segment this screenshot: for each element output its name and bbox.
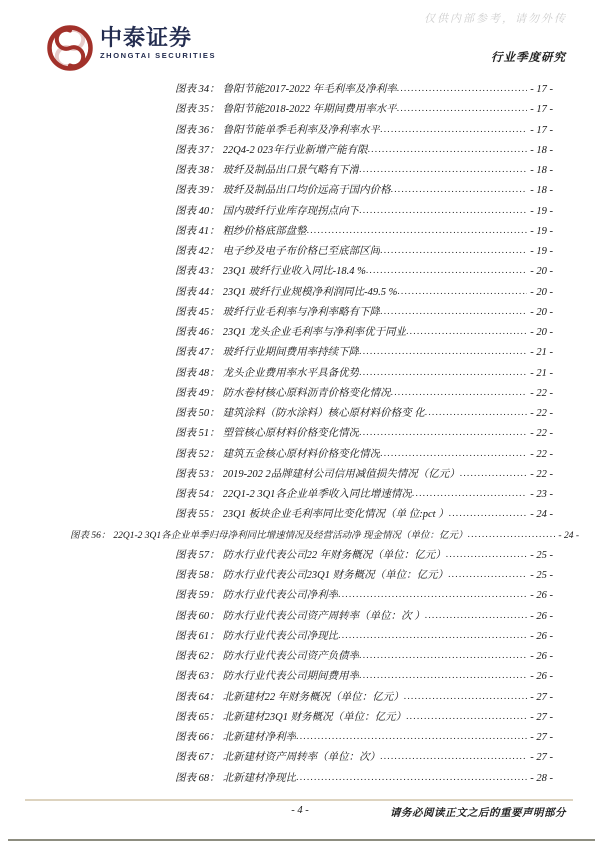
- figure-title: 防水行业代表公司23Q1 财务概况（单位：亿元）: [222, 570, 449, 581]
- dot-leader: [359, 206, 527, 216]
- figure-title: 玻纤及制品出口景气略有下滑: [222, 165, 360, 176]
- figure-label: 图表 58：: [175, 570, 220, 581]
- figure-title: 防水行业代表公司期间费用率: [222, 671, 360, 683]
- figure-label: 图表 64：: [175, 691, 220, 703]
- figure-label: 图表 42：: [175, 246, 220, 257]
- figure-title: 防水行业代表公司净现比: [222, 630, 339, 642]
- figure-title: 22Q1-2 3Q1各企业单季收入同比增速情况: [222, 489, 412, 500]
- dot-leader: [397, 104, 528, 114]
- figure-label: 图表 48：: [175, 367, 220, 379]
- figure-title: 北新建材23Q1 财务概况（单位：亿元）: [222, 711, 407, 723]
- toc-entry[interactable]: [0, 425, 600, 445]
- figure-title: 粗纱价格底部盘整: [222, 225, 307, 237]
- figure-page-number: - 24 -: [530, 509, 553, 521]
- dot-leader: [425, 611, 528, 621]
- dot-leader: [380, 125, 527, 135]
- figure-label: 图表 44：: [175, 286, 220, 298]
- figure-label: 图表 67：: [175, 752, 220, 764]
- figure-page-number: - 18 -: [530, 165, 553, 176]
- dot-leader: [446, 550, 528, 560]
- dot-leader: [406, 712, 527, 722]
- figure-label: 图表 62：: [175, 651, 220, 662]
- figure-title: 玻纤行业毛利率与净利率略有下降: [222, 306, 381, 318]
- dot-leader: [296, 773, 527, 783]
- figure-label: 图表 63：: [175, 671, 220, 683]
- figure-page-number: - 27 -: [530, 691, 553, 703]
- toc-entry[interactable]: [0, 365, 600, 385]
- figure-page-number: - 17 -: [530, 124, 553, 136]
- figure-title: 北新建材净利率: [222, 732, 297, 743]
- zhongtai-logo: [47, 25, 216, 71]
- figure-label: 图表 57：: [175, 549, 220, 561]
- toc-entry[interactable]: [0, 506, 600, 526]
- toc-entry[interactable]: [0, 486, 600, 506]
- figure-page-number: - 20 -: [530, 306, 553, 318]
- toc-entry[interactable]: [0, 203, 600, 223]
- dot-leader: [359, 368, 527, 378]
- figure-title: 北新建材22 年财务概况（单位：亿元）: [222, 691, 404, 703]
- dot-leader: [448, 570, 527, 580]
- toc-entry[interactable]: [0, 142, 600, 162]
- logo-text-block: [100, 26, 216, 60]
- toc-entry[interactable]: [0, 608, 600, 628]
- dot-leader: [425, 408, 528, 418]
- footer-divider: [25, 799, 573, 801]
- figure-page-number: - 26 -: [530, 630, 553, 642]
- figure-label: 图表 37：: [175, 144, 220, 156]
- figure-label: 图表 56：: [70, 530, 111, 541]
- dot-leader: [359, 347, 527, 357]
- figure-label: 图表 53：: [175, 468, 220, 480]
- figure-page-number: - 25 -: [530, 570, 553, 581]
- dot-leader: [368, 145, 528, 155]
- toc-entry[interactable]: [0, 709, 600, 729]
- figure-page-number: - 26 -: [530, 610, 553, 622]
- report-type-label: 行业季度研究: [491, 52, 566, 64]
- figure-page-number: - 18 -: [530, 144, 553, 156]
- toc-entry[interactable]: [0, 648, 600, 668]
- dot-leader: [380, 246, 527, 256]
- figure-label: 图表 35：: [175, 104, 220, 116]
- figure-page-number: - 22 -: [530, 387, 553, 399]
- dot-leader: [359, 671, 527, 681]
- dot-leader: [380, 307, 527, 317]
- figure-title: 龙头企业费用率水平具备优势: [222, 367, 360, 379]
- toc-entry[interactable]: [0, 162, 600, 182]
- figure-title: 22Q1-2 3Q1各企业单季归母净利同比增速情况及经营活动净 现金情况（单位：亿元）: [113, 530, 468, 541]
- toc-entry[interactable]: [0, 385, 600, 405]
- figure-label: 图表 66：: [175, 732, 220, 743]
- dot-leader: [391, 388, 528, 398]
- zhongtai-logo-icon: [47, 25, 93, 71]
- toc-entry[interactable]: [0, 547, 600, 567]
- figure-label: 图表 38：: [175, 165, 220, 176]
- figure-page-number: - 18 -: [530, 185, 553, 197]
- figure-title: 防水行业代表公司资产负债率: [222, 651, 360, 662]
- toc-entry[interactable]: [0, 122, 600, 142]
- figure-label: 图表 52：: [175, 448, 220, 460]
- figure-page-number: - 26 -: [530, 651, 553, 662]
- dot-leader: [380, 752, 527, 762]
- figure-title: 玻纤行业期间费用率持续下降: [222, 347, 360, 359]
- dot-leader: [460, 469, 528, 479]
- toc-entry[interactable]: [0, 344, 600, 364]
- figure-label: 图表 50：: [175, 408, 220, 419]
- figure-page-number: - 20 -: [530, 286, 553, 298]
- figure-page-number: - 22 -: [530, 448, 553, 460]
- footer-page-number: - 4 -: [291, 805, 309, 816]
- toc-entry[interactable]: [0, 284, 600, 304]
- figure-title: 鲁阳节能2017-2022 年毛利率及净利率: [222, 84, 397, 95]
- dot-leader: [397, 287, 527, 297]
- figure-title: 建筑涂料（防水涂料）核心原材料价格变 化: [222, 408, 425, 419]
- footer-disclaimer: 请务必阅读正文之后的重要声明部分: [390, 808, 566, 819]
- figure-title: 防水行业代表公司净利率: [222, 590, 339, 602]
- figure-title: 22Q4-2 023年行业新增产能有限: [222, 144, 368, 156]
- figure-title: 北新建材资产周转率（单位：次）: [222, 752, 381, 764]
- toc-entry[interactable]: [0, 567, 600, 587]
- figure-page-number: - 21 -: [530, 367, 553, 379]
- figure-title: 建筑五金核心原材料价格变化情况: [222, 448, 381, 460]
- figure-title: 防水行业代表公司资产周转率（单位：次 ）: [222, 610, 425, 622]
- figure-page-number: - 27 -: [530, 711, 553, 723]
- figure-label: 图表 36：: [175, 124, 220, 136]
- figure-page-number: - 19 -: [530, 225, 553, 237]
- dot-leader: [359, 651, 527, 661]
- figure-label: 图表 47：: [175, 347, 220, 359]
- dot-leader: [412, 489, 527, 499]
- toc-entry[interactable]: [0, 668, 600, 688]
- figure-label: 图表 60：: [175, 610, 220, 622]
- dot-leader: [296, 732, 527, 742]
- dot-leader: [397, 84, 528, 94]
- figure-page-number: - 22 -: [530, 468, 553, 480]
- dot-leader: [366, 266, 527, 276]
- logo-en-text: ZHONGTAI SECURITIES: [100, 51, 217, 60]
- figure-label: 图表 59：: [175, 590, 220, 602]
- toc-entry[interactable]: [0, 749, 600, 769]
- figure-page-number: - 22 -: [530, 428, 553, 440]
- figure-page-number: - 19 -: [530, 205, 553, 217]
- toc-entry[interactable]: [0, 466, 600, 486]
- figure-title: 防水卷材核心原料沥青价格变化情况: [222, 387, 391, 399]
- figure-title: 防水行业代表公司22 年财务概况（单位：亿元）: [222, 549, 446, 561]
- figure-title: 玻纤及制品出口均价远高于国内价格: [222, 185, 391, 197]
- toc-entry[interactable]: [0, 324, 600, 344]
- figure-title: 23Q1 玻纤行业规模净利润同比-49.5 %: [222, 286, 398, 298]
- logo-cn-text: 中泰证券: [100, 25, 193, 50]
- figure-title: 北新建材净现比: [222, 772, 297, 784]
- figure-label: 图表 68：: [175, 772, 220, 784]
- figure-title: 2019-202 2品牌建材公司信用减值损失情况（亿元）: [222, 468, 460, 480]
- figure-label: 图表 34：: [175, 84, 220, 95]
- figure-page-number: - 20 -: [530, 266, 553, 278]
- figure-label: 图表 54：: [175, 489, 220, 500]
- figure-page-number: - 27 -: [530, 752, 553, 764]
- internal-watermark: 仅供内部参考，请勿外传: [424, 13, 567, 25]
- dot-leader: [338, 631, 527, 641]
- figure-page-number: - 26 -: [530, 671, 553, 683]
- figure-toc: [0, 81, 600, 790]
- toc-entry[interactable]: [0, 628, 600, 648]
- dot-leader: [380, 449, 527, 459]
- toc-entry[interactable]: [0, 689, 600, 709]
- figure-title: 电子纱及电子布价格已至底部区间: [222, 246, 381, 257]
- figure-page-number: - 17 -: [530, 84, 553, 95]
- figure-title: 23Q1 玻纤行业收入同比-18.4 %: [222, 266, 366, 278]
- dot-leader: [404, 692, 528, 702]
- dot-leader: [359, 428, 527, 438]
- figure-title: 塑管核心原材料价格变化情况: [222, 428, 360, 440]
- figure-label: 图表 43：: [175, 266, 220, 278]
- figure-page-number: - 26 -: [530, 590, 553, 602]
- toc-entry[interactable]: [0, 304, 600, 324]
- toc-entry[interactable]: [0, 263, 600, 283]
- figure-page-number: - 27 -: [530, 732, 553, 743]
- figure-page-number: - 21 -: [530, 347, 553, 359]
- toc-entry[interactable]: [0, 405, 600, 425]
- toc-entry[interactable]: [0, 81, 600, 101]
- figure-title: 23Q1 龙头企业毛利率与净利率优于同业: [222, 327, 407, 338]
- dot-leader: [468, 530, 556, 540]
- dot-leader: [338, 590, 527, 600]
- figure-page-number: - 17 -: [530, 104, 553, 116]
- figure-label: 图表 65：: [175, 711, 220, 723]
- toc-entry[interactable]: [0, 101, 600, 121]
- figure-page-number: - 20 -: [530, 327, 553, 338]
- figure-label: 图表 40：: [175, 205, 220, 217]
- figure-page-number: - 22 -: [530, 408, 553, 419]
- dot-leader: [391, 185, 528, 195]
- toc-entry[interactable]: [0, 729, 600, 749]
- dot-leader: [359, 165, 527, 175]
- figure-page-number: - 19 -: [530, 246, 553, 257]
- toc-entry[interactable]: [0, 527, 600, 547]
- dot-leader: [449, 509, 528, 519]
- figure-label: 图表 46：: [175, 327, 220, 338]
- dot-leader: [406, 327, 527, 337]
- figure-page-number: - 24 -: [558, 530, 579, 541]
- figure-page-number: - 25 -: [530, 549, 553, 561]
- bottom-border: [8, 839, 595, 841]
- figure-label: 图表 51：: [175, 428, 220, 440]
- figure-label: 图表 49：: [175, 387, 220, 399]
- figure-label: 图表 39：: [175, 185, 220, 197]
- toc-entry[interactable]: [0, 587, 600, 607]
- figure-title: 国内玻纤行业库存现拐点向下: [222, 205, 360, 217]
- figure-title: 鲁阳节能2018-2022 年期间费用率水平: [222, 104, 397, 116]
- toc-entry[interactable]: [0, 223, 600, 243]
- figure-label: 图表 55：: [175, 509, 220, 521]
- toc-entry[interactable]: [0, 182, 600, 202]
- toc-entry[interactable]: [0, 446, 600, 466]
- figure-label: 图表 61：: [175, 630, 220, 642]
- dot-leader: [307, 226, 528, 236]
- figure-page-number: - 23 -: [530, 489, 553, 500]
- figure-page-number: - 28 -: [530, 772, 553, 784]
- figure-title: 23Q1 板块企业毛利率同比变化情况（单 位:pct ）: [222, 509, 449, 521]
- figure-label: 图表 45：: [175, 306, 220, 318]
- figure-title: 鲁阳节能单季毛利率及净利率水平: [222, 124, 381, 136]
- toc-entry[interactable]: [0, 243, 600, 263]
- toc-entry[interactable]: [0, 770, 600, 790]
- figure-label: 图表 41：: [175, 225, 220, 237]
